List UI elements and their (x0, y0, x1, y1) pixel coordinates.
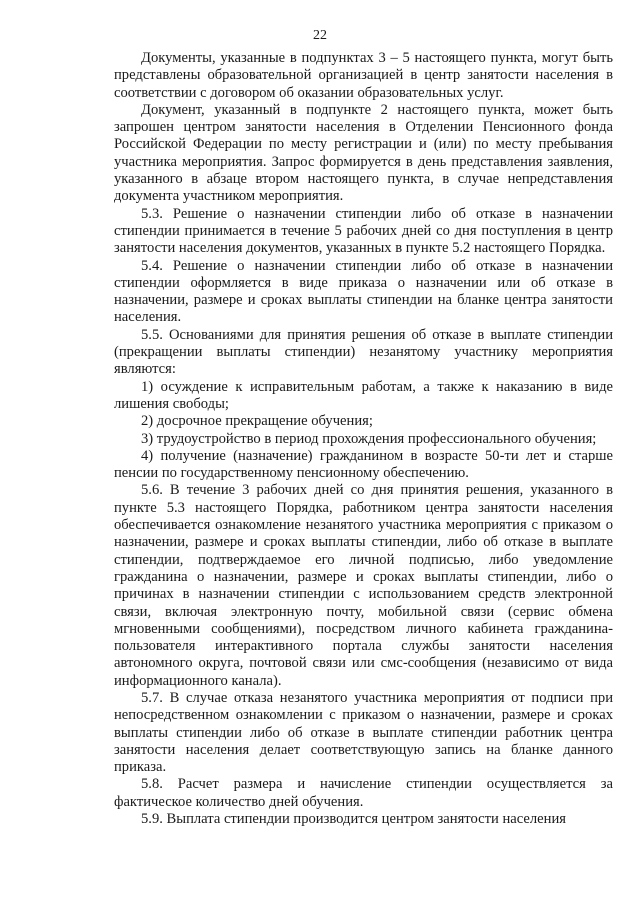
paragraph: 5.6. В течение 3 рабочих дней со дня принятия решения, указанного в пункте 5.3 настоящего Порядка, работником центра занятости населения обеспечивается ознакомление незанятого участника мероприятия с приказом о назначении, размере и сроках выплаты стипендии, либо об отказе в выплате стипендии, подтверждаемое его личной подписью, либо уведомление гражданина о назначении, размере и сроках выплаты стипендии, либо о причинах в назначении стипендии с использованием средств электронной связи, включая электронную почту, мобильной связи (сервис обмена мгновенными сообщениями), посредством личного кабинета гражданина-пользователя интерактивного портала службы занятости населения автономного округа, почтовой связи или смс-сообщения (независимо от вида информационного канала). (114, 482, 613, 689)
list-item: 3) трудоустройство в период прохождения профессионального обучения; (141, 430, 597, 447)
paragraph: Документ, указанный в подпункте 2 настоящего пункта, может быть запрошен центром занятости населения в Отделении Пенсионного фонда Российской Федерации по месту регистрации и (или) по месту пребывания участника мероприятия. Запрос формируется в день представления заявления, указанного в абзаце втором настоящего пункта, в случае непредставления документа участником мероприятия. (114, 101, 613, 205)
paragraph: 5.9. Выплата стипендии производится центром занятости населения (141, 811, 566, 828)
paragraph: 5.5. Основаниями для принятия решения об отказе в выплате стипендии (прекращении выплаты стипендии) незанятому участнику мероприятия являются: (114, 326, 613, 378)
paragraph: Документы, указанные в подпунктах 3 – 5 настоящего пункта, могут быть представлены образовательной организацией в центр занятости населения в соответствии с договором об оказании образовательных услуг. (114, 50, 613, 101)
list-item: 1) осуждение к исправительным работам, а также к наказанию в виде лишения свободы; (114, 378, 613, 412)
paragraph: 5.4. Решение о назначении стипендии либо об отказе в назначении стипендии оформляется в виде приказа о назначении или об отказе в назначении, размере и сроках выплаты стипендии на бланке центра занятости населения. (114, 257, 613, 326)
page-number: 22 (313, 28, 327, 43)
list-item: 4) получение (назначение) гражданином в возрасте 50-ти лет и старше пенсии по государственному пенсионному обеспечению. (114, 447, 613, 482)
document-body (114, 50, 613, 828)
paragraph: 5.3. Решение о назначении стипендии либо об отказе в назначении стипендии принимается в течение 5 рабочих дней со дня поступления в центр занятости населения документов, указанных в пункте 5.2 настоящего Порядка. (114, 205, 613, 257)
paragraph: 5.7. В случае отказа незанятого участника мероприятия от подписи при непосредственном ознакомлении с приказом о назначении, размере и сроках выплаты стипендии либо об отказе в выплате стипендии работник центра занятости населения делает соответствующую запись на бланке данного приказа. (114, 689, 613, 776)
paragraph: 5.8. Расчет размера и начисление стипендии осуществляется за фактическое количество дней обучения. (114, 776, 613, 810)
list-item: 2) досрочное прекращение обучения; (141, 413, 373, 430)
